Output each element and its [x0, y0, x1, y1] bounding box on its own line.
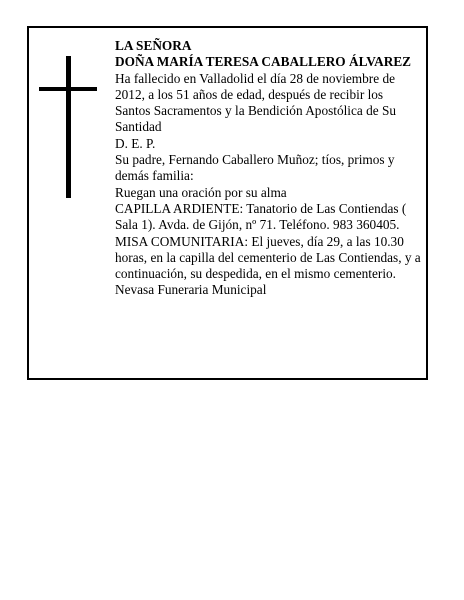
deceased-name: DOÑA MARÍA TERESA CABALLERO ÁLVAREZ: [115, 54, 412, 70]
dep-abbreviation: D. E. P.: [115, 135, 156, 151]
title-line-1: LA SEÑORA: [115, 38, 192, 53]
notice-text: [115, 38, 421, 299]
chapel-info: CAPILLA ARDIENTE: Tanatorio de Las Contiendas ( Sala 1). Avda. de Gijón, nº 71. Teléfono. 983 360405.: [115, 200, 407, 233]
prayer-request: Ruegan una oración por su alma: [115, 184, 287, 200]
funeral-home: Nevasa Funeraria Municipal: [115, 282, 267, 298]
mass-info: MISA COMUNITARIA: El jueves, día 29, a las 10.30 horas, en la capilla del cementerio de Las Contiendas, y a continuación, su despedida, en el mismo cementerio.: [115, 233, 421, 282]
cross-vertical-bar: [66, 56, 71, 198]
death-statement: Ha fallecido en Valladolid el día 28 de noviembre de 2012, a los 51 años de edad, después de recibir los Santos Sacramentos y la Bendición Apostólica de Su Santidad: [115, 70, 397, 135]
obituary-notice: [27, 26, 428, 380]
cross-horizontal-bar: [39, 87, 97, 91]
latin-cross-icon: [39, 56, 97, 198]
family-line: Su padre, Fernando Caballero Muñoz; tíos, primos y demás familia:: [115, 152, 395, 184]
